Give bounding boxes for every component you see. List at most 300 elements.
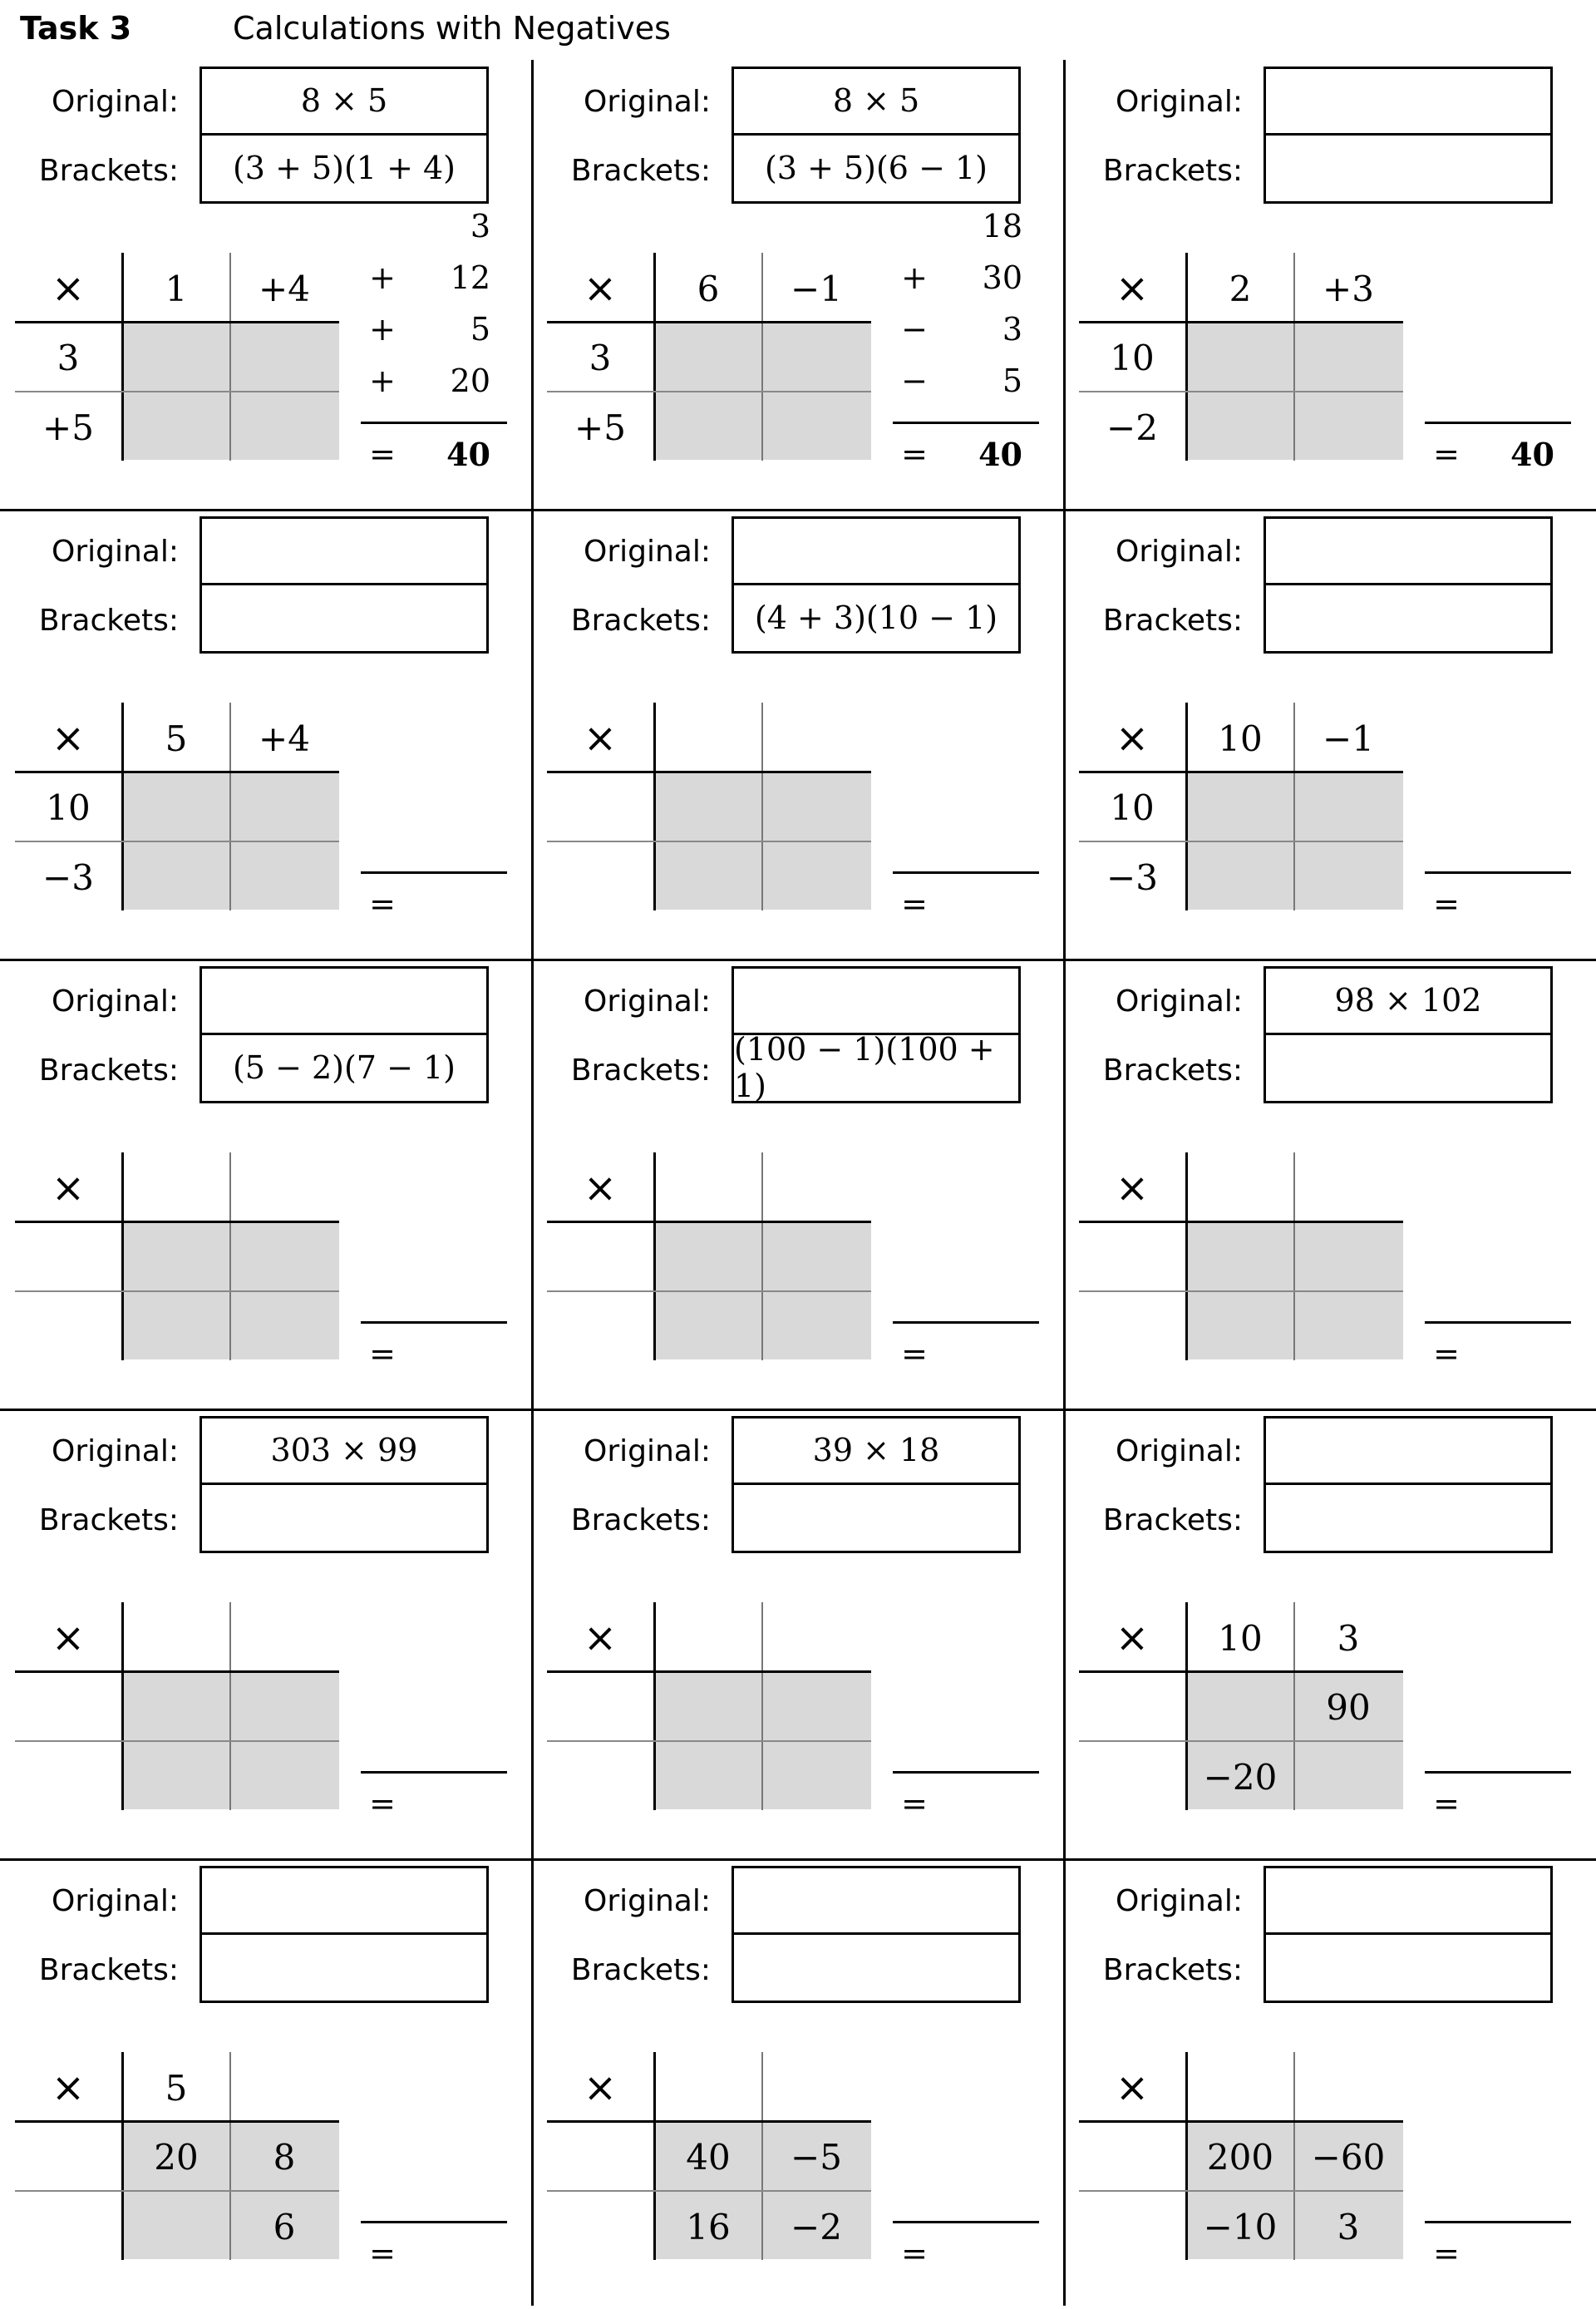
sum-column xyxy=(357,1584,507,1825)
sum-column xyxy=(889,208,1039,476)
problem-cell xyxy=(532,1409,1064,1859)
product-cell[interactable]: 16 xyxy=(686,2206,731,2247)
times-symbol: × xyxy=(583,265,618,312)
original-field[interactable]: 8 × 5 xyxy=(734,69,1018,136)
brackets-field[interactable]: (100 − 1)(100 + 1) xyxy=(734,1031,995,1105)
product-cell[interactable] xyxy=(763,843,869,911)
product-cell[interactable] xyxy=(1187,1223,1293,1291)
answer-line xyxy=(1421,1329,1554,1379)
multiplication-grid xyxy=(547,253,871,462)
row-header[interactable]: −3 xyxy=(42,856,94,898)
answer-rule xyxy=(893,1321,1039,1324)
column-header[interactable] xyxy=(1187,2055,1293,2120)
row-header[interactable]: +5 xyxy=(42,407,94,448)
brackets-field[interactable] xyxy=(202,1935,486,2001)
equals-sign: = xyxy=(1433,2235,1460,2272)
task-label: Task 3 xyxy=(20,10,132,47)
column-header[interactable]: +3 xyxy=(1323,268,1374,309)
product-cell[interactable]: 8 xyxy=(273,2136,296,2178)
row-header[interactable] xyxy=(547,1673,653,1741)
product-cell[interactable] xyxy=(1295,1223,1401,1291)
original-field[interactable] xyxy=(1266,1418,1550,1485)
original-label: Original: xyxy=(1116,1884,1243,1918)
answer-line xyxy=(357,1779,490,1828)
answer-line xyxy=(889,879,1022,929)
product-cell[interactable] xyxy=(123,1293,229,1361)
working-line xyxy=(889,304,1022,354)
product-cell[interactable] xyxy=(655,393,761,461)
working-line xyxy=(889,356,1022,406)
product-cell[interactable] xyxy=(123,843,229,911)
brackets-field[interactable] xyxy=(202,1485,486,1552)
working-operator: − xyxy=(901,311,928,348)
original-label: Original: xyxy=(584,535,711,569)
working-operator: + xyxy=(901,259,928,296)
working-value: 5 xyxy=(470,311,490,348)
answer-line xyxy=(1421,1779,1554,1828)
product-cell[interactable]: 6 xyxy=(273,2206,296,2247)
column-header[interactable] xyxy=(763,1156,869,1221)
column-header[interactable] xyxy=(763,2055,869,2120)
original-field[interactable] xyxy=(734,519,1018,585)
original-field[interactable] xyxy=(734,969,1018,1035)
product-cell[interactable] xyxy=(655,843,761,911)
equals-sign: = xyxy=(901,436,928,472)
worksheet-title: Calculations with Negatives xyxy=(233,10,671,47)
product-cell[interactable]: −20 xyxy=(1203,1756,1278,1798)
product-cell[interactable] xyxy=(231,1743,337,1811)
answer-line xyxy=(1421,2228,1554,2278)
equals-sign: = xyxy=(901,2235,928,2272)
working-value: 30 xyxy=(982,259,1022,296)
product-cell[interactable] xyxy=(1295,323,1401,392)
original-label: Original: xyxy=(1116,535,1243,569)
original-label: Original: xyxy=(52,535,179,569)
brackets-label: Brackets: xyxy=(1102,1503,1243,1537)
original-label: Original: xyxy=(52,85,179,119)
product-cell[interactable] xyxy=(231,1293,337,1361)
times-symbol: × xyxy=(51,715,86,762)
working-value: 12 xyxy=(450,259,490,296)
answer-rule xyxy=(1425,422,1571,424)
sum-column xyxy=(357,1134,507,1375)
equals-sign: = xyxy=(369,886,396,922)
equals-sign: = xyxy=(1433,436,1460,472)
times-symbol: × xyxy=(1115,715,1150,762)
sum-column xyxy=(1421,2034,1571,2275)
product-cell[interactable] xyxy=(123,393,229,461)
row-header[interactable] xyxy=(547,773,653,841)
product-cell[interactable] xyxy=(655,1743,761,1811)
column-header[interactable] xyxy=(123,1606,229,1670)
product-cell[interactable] xyxy=(231,843,337,911)
answer-line xyxy=(889,429,1022,479)
row-header[interactable] xyxy=(1079,2123,1185,2191)
column-header[interactable]: 1 xyxy=(165,268,188,309)
answer-rule xyxy=(361,871,507,874)
answer-line xyxy=(889,1329,1022,1379)
answer-rule xyxy=(1425,871,1571,874)
original-label: Original: xyxy=(52,984,179,1019)
row-header[interactable] xyxy=(15,2193,121,2261)
brackets-field[interactable] xyxy=(1266,136,1550,202)
problem-cell xyxy=(1064,960,1596,1409)
original-label: Original: xyxy=(584,984,711,1019)
multiplication-grid xyxy=(547,1152,871,1362)
answer-value[interactable]: 40 xyxy=(446,435,490,473)
row-header[interactable]: 10 xyxy=(46,787,91,828)
original-field[interactable] xyxy=(1266,69,1550,136)
row-header[interactable] xyxy=(547,2123,653,2191)
brackets-field[interactable]: (3 + 5)(1 + 4) xyxy=(232,150,456,187)
column-header[interactable] xyxy=(655,1156,761,1221)
multiplication-grid xyxy=(15,253,339,462)
answer-rule xyxy=(1425,1321,1571,1324)
brackets-label: Brackets: xyxy=(1102,1053,1243,1088)
brackets-field[interactable] xyxy=(1266,585,1550,652)
answer-line xyxy=(889,2228,1022,2278)
column-header[interactable]: +4 xyxy=(259,718,310,759)
original-field[interactable] xyxy=(202,519,486,585)
row-header[interactable]: 10 xyxy=(1110,787,1155,828)
column-header[interactable] xyxy=(763,706,869,771)
product-cell[interactable] xyxy=(763,1223,869,1291)
brackets-field[interactable] xyxy=(1266,1935,1550,2001)
column-header[interactable] xyxy=(1295,2055,1401,2120)
column-header[interactable] xyxy=(655,2055,761,2120)
product-cell[interactable]: 20 xyxy=(154,2136,199,2178)
original-field[interactable] xyxy=(202,969,486,1035)
answer-line xyxy=(357,879,490,929)
column-header[interactable]: 10 xyxy=(1218,1617,1263,1659)
product-cell[interactable] xyxy=(1187,773,1293,841)
multiplication-grid xyxy=(15,1602,339,1812)
brackets-label: Brackets: xyxy=(38,1503,179,1537)
product-cell[interactable] xyxy=(1295,773,1401,841)
row-header[interactable] xyxy=(15,2123,121,2191)
equals-sign: = xyxy=(1433,1335,1460,1372)
working-value: 5 xyxy=(1002,363,1022,399)
row-header[interactable]: 3 xyxy=(589,337,612,378)
product-cell[interactable] xyxy=(231,1673,337,1741)
product-cell[interactable] xyxy=(123,2193,229,2261)
row-header[interactable]: 3 xyxy=(57,337,80,378)
product-cell[interactable] xyxy=(231,773,337,841)
brackets-label: Brackets: xyxy=(38,1953,179,1987)
column-header[interactable] xyxy=(763,1606,869,1670)
times-symbol: × xyxy=(1115,2065,1150,2111)
row-header[interactable] xyxy=(1079,1743,1185,1811)
column-header[interactable]: 5 xyxy=(165,2067,188,2109)
column-header[interactable] xyxy=(655,706,761,771)
product-cell[interactable]: −60 xyxy=(1311,2136,1386,2178)
brackets-label: Brackets: xyxy=(570,1953,711,1987)
row-header[interactable] xyxy=(547,1223,653,1291)
row-header[interactable]: −3 xyxy=(1106,856,1158,898)
sum-column xyxy=(1421,234,1571,476)
working-operator: + xyxy=(369,259,396,296)
problem-cell xyxy=(0,960,532,1409)
answer-line xyxy=(357,1329,490,1379)
product-cell[interactable]: −2 xyxy=(791,2206,842,2247)
product-cell[interactable] xyxy=(231,1223,337,1291)
equals-sign: = xyxy=(369,1335,396,1372)
sum-column xyxy=(889,684,1039,925)
column-header[interactable]: 10 xyxy=(1218,718,1263,759)
original-label: Original: xyxy=(52,1884,179,1918)
column-header[interactable]: 6 xyxy=(697,268,720,309)
brackets-field[interactable] xyxy=(1266,1035,1550,1102)
expression-box xyxy=(732,67,1021,204)
original-field[interactable]: 98 × 102 xyxy=(1266,969,1550,1035)
brackets-label: Brackets: xyxy=(570,154,711,188)
brackets-field[interactable] xyxy=(1266,1485,1550,1552)
product-cell[interactable] xyxy=(763,1743,869,1811)
product-cell[interactable]: 200 xyxy=(1206,2136,1274,2178)
equals-sign: = xyxy=(901,1785,928,1822)
column-header[interactable]: −1 xyxy=(791,268,842,309)
product-cell[interactable] xyxy=(123,1673,229,1741)
working-line xyxy=(357,253,490,303)
original-label: Original: xyxy=(584,1884,711,1918)
answer-rule xyxy=(893,871,1039,874)
expression-box xyxy=(200,1866,489,2003)
multiplication-grid xyxy=(547,703,871,912)
answer-value[interactable]: 40 xyxy=(1510,435,1554,473)
original-field[interactable] xyxy=(734,1868,1018,1935)
expression-box xyxy=(1264,67,1553,204)
product-cell[interactable] xyxy=(1187,393,1293,461)
multiplication-grid xyxy=(1079,703,1403,912)
row-header[interactable]: −2 xyxy=(1106,407,1158,448)
times-symbol: × xyxy=(583,2065,618,2111)
row-header[interactable] xyxy=(1079,2193,1185,2261)
multiplication-grid xyxy=(1079,1152,1403,1362)
product-cell[interactable] xyxy=(123,1223,229,1291)
product-cell[interactable] xyxy=(1187,1293,1293,1361)
problem-cell xyxy=(1064,510,1596,960)
original-field[interactable] xyxy=(1266,1868,1550,1935)
product-cell[interactable] xyxy=(123,1743,229,1811)
brackets-field[interactable] xyxy=(202,585,486,652)
expression-box xyxy=(1264,966,1553,1103)
original-field[interactable]: 303 × 99 xyxy=(202,1418,486,1485)
brackets-field[interactable]: (4 + 3)(10 − 1) xyxy=(754,599,998,637)
answer-rule xyxy=(361,422,507,424)
original-field[interactable]: 39 × 18 xyxy=(734,1418,1018,1485)
sum-column xyxy=(357,684,507,925)
row-header[interactable] xyxy=(1079,1223,1185,1291)
multiplication-grid xyxy=(15,2052,339,2262)
product-cell[interactable]: 3 xyxy=(1337,2206,1360,2247)
row-header[interactable] xyxy=(15,1673,121,1741)
working-value: 3 xyxy=(1002,311,1022,348)
column-header[interactable] xyxy=(655,1606,761,1670)
times-symbol: × xyxy=(51,2065,86,2111)
times-symbol: × xyxy=(51,265,86,312)
product-cell[interactable] xyxy=(655,1293,761,1361)
multiplication-grid xyxy=(547,2052,871,2262)
row-header[interactable] xyxy=(547,1743,653,1811)
problem-cell xyxy=(532,1859,1064,2309)
original-field[interactable] xyxy=(202,1868,486,1935)
product-cell[interactable] xyxy=(655,1673,761,1741)
column-header[interactable]: +4 xyxy=(259,268,310,309)
brackets-field[interactable] xyxy=(734,1485,1018,1552)
product-cell[interactable] xyxy=(1295,1293,1401,1361)
row-header[interactable]: +5 xyxy=(574,407,626,448)
equals-sign: = xyxy=(369,436,396,472)
original-label: Original: xyxy=(584,85,711,119)
brackets-field[interactable] xyxy=(734,1935,1018,2001)
product-cell[interactable] xyxy=(231,393,337,461)
brackets-label: Brackets: xyxy=(570,604,711,638)
sum-column xyxy=(889,1584,1039,1825)
problem-cell xyxy=(532,510,1064,960)
row-header[interactable]: 10 xyxy=(1110,337,1155,378)
column-header[interactable] xyxy=(231,1156,337,1221)
original-field[interactable]: 8 × 5 xyxy=(202,69,486,136)
product-cell[interactable] xyxy=(1187,323,1293,392)
sum-column xyxy=(1421,1584,1571,1825)
product-cell[interactable] xyxy=(1187,843,1293,911)
product-cell[interactable] xyxy=(123,323,229,392)
sum-column xyxy=(889,1134,1039,1375)
sum-column xyxy=(889,2034,1039,2275)
brackets-field[interactable]: (3 + 5)(6 − 1) xyxy=(764,150,988,187)
multiplication-grid xyxy=(1079,253,1403,462)
sum-column xyxy=(357,2034,507,2275)
expression-box xyxy=(200,516,489,654)
problem-cell xyxy=(0,1409,532,1859)
row-header[interactable] xyxy=(15,1293,121,1361)
times-symbol: × xyxy=(583,715,618,762)
equals-sign: = xyxy=(1433,1785,1460,1822)
times-symbol: × xyxy=(51,1165,86,1211)
column-header[interactable]: 2 xyxy=(1229,268,1252,309)
row-header[interactable] xyxy=(547,2193,653,2261)
brackets-label: Brackets: xyxy=(38,604,179,638)
working-operator: + xyxy=(369,311,396,348)
original-label: Original: xyxy=(1116,984,1243,1019)
multiplication-grid xyxy=(15,1152,339,1362)
working-value: 20 xyxy=(450,363,490,399)
original-label: Original: xyxy=(1116,85,1243,119)
product-cell[interactable] xyxy=(231,323,337,392)
times-symbol: × xyxy=(583,1165,618,1211)
working-line xyxy=(889,201,1022,251)
product-cell[interactable] xyxy=(655,773,761,841)
brackets-label: Brackets: xyxy=(1102,154,1243,188)
worksheet-header xyxy=(0,0,1596,60)
original-label: Original: xyxy=(584,1434,711,1468)
working-operator: + xyxy=(369,363,396,399)
equals-sign: = xyxy=(901,1335,928,1372)
answer-value[interactable]: 40 xyxy=(978,435,1022,473)
sum-column xyxy=(1421,1134,1571,1375)
answer-line xyxy=(1421,879,1554,929)
multiplication-grid xyxy=(1079,1602,1403,1812)
multiplication-grid xyxy=(15,703,339,912)
product-cell[interactable] xyxy=(763,393,869,461)
answer-rule xyxy=(361,1771,507,1774)
column-header[interactable] xyxy=(1295,1156,1401,1221)
product-cell[interactable] xyxy=(763,323,869,392)
expression-box xyxy=(200,67,489,204)
working-value: 3 xyxy=(470,208,490,244)
answer-rule xyxy=(361,2221,507,2223)
row-header[interactable] xyxy=(547,843,653,911)
product-cell[interactable] xyxy=(123,773,229,841)
column-header[interactable]: 5 xyxy=(165,718,188,759)
column-header[interactable] xyxy=(123,1156,229,1221)
answer-rule xyxy=(1425,1771,1571,1774)
column-header[interactable] xyxy=(231,2055,337,2120)
brackets-label: Brackets: xyxy=(38,1053,179,1088)
problem-cell xyxy=(532,960,1064,1409)
expression-box xyxy=(732,516,1021,654)
times-symbol: × xyxy=(51,1615,86,1661)
product-cell[interactable]: 40 xyxy=(686,2136,731,2178)
answer-rule xyxy=(893,1771,1039,1774)
expression-box xyxy=(1264,516,1553,654)
product-cell[interactable] xyxy=(763,1293,869,1361)
brackets-field[interactable]: (5 − 2)(7 − 1) xyxy=(232,1049,456,1087)
row-header[interactable] xyxy=(1079,1293,1185,1361)
times-symbol: × xyxy=(1115,1615,1150,1661)
product-cell[interactable] xyxy=(1295,393,1401,461)
product-cell[interactable] xyxy=(1295,1743,1401,1811)
product-cell[interactable]: 90 xyxy=(1326,1686,1371,1728)
answer-rule xyxy=(893,2221,1039,2223)
product-cell[interactable] xyxy=(763,1673,869,1741)
row-header[interactable] xyxy=(1079,1673,1185,1741)
problem-cell xyxy=(0,1859,532,2309)
times-symbol: × xyxy=(583,1615,618,1661)
times-symbol: × xyxy=(1115,1165,1150,1211)
product-cell[interactable] xyxy=(655,1223,761,1291)
product-cell[interactable] xyxy=(763,773,869,841)
row-header[interactable] xyxy=(547,1293,653,1361)
product-cell[interactable] xyxy=(1187,1673,1293,1741)
problem-cell xyxy=(532,60,1064,510)
sum-column xyxy=(1421,684,1571,925)
brackets-label: Brackets: xyxy=(570,1503,711,1537)
working-value: 18 xyxy=(982,208,1022,244)
answer-rule xyxy=(361,1321,507,1324)
product-cell[interactable]: −5 xyxy=(791,2136,842,2178)
column-header[interactable] xyxy=(1187,1156,1293,1221)
expression-box xyxy=(1264,1416,1553,1553)
column-header[interactable] xyxy=(231,1606,337,1670)
column-header[interactable]: 3 xyxy=(1337,1617,1360,1659)
expression-box xyxy=(1264,1866,1553,2003)
equals-sign: = xyxy=(1433,886,1460,922)
column-header[interactable]: −1 xyxy=(1323,718,1374,759)
expression-box xyxy=(732,1416,1021,1553)
problem-cell xyxy=(0,60,532,510)
answer-line xyxy=(357,429,490,479)
original-field[interactable] xyxy=(1266,519,1550,585)
answer-line xyxy=(889,1779,1022,1828)
expression-box xyxy=(732,966,1021,1103)
row-header[interactable] xyxy=(15,1223,121,1291)
product-cell[interactable]: −10 xyxy=(1203,2206,1278,2247)
product-cell[interactable] xyxy=(1295,843,1401,911)
original-label: Original: xyxy=(1116,1434,1243,1468)
product-cell[interactable] xyxy=(655,323,761,392)
row-header[interactable] xyxy=(15,1743,121,1811)
